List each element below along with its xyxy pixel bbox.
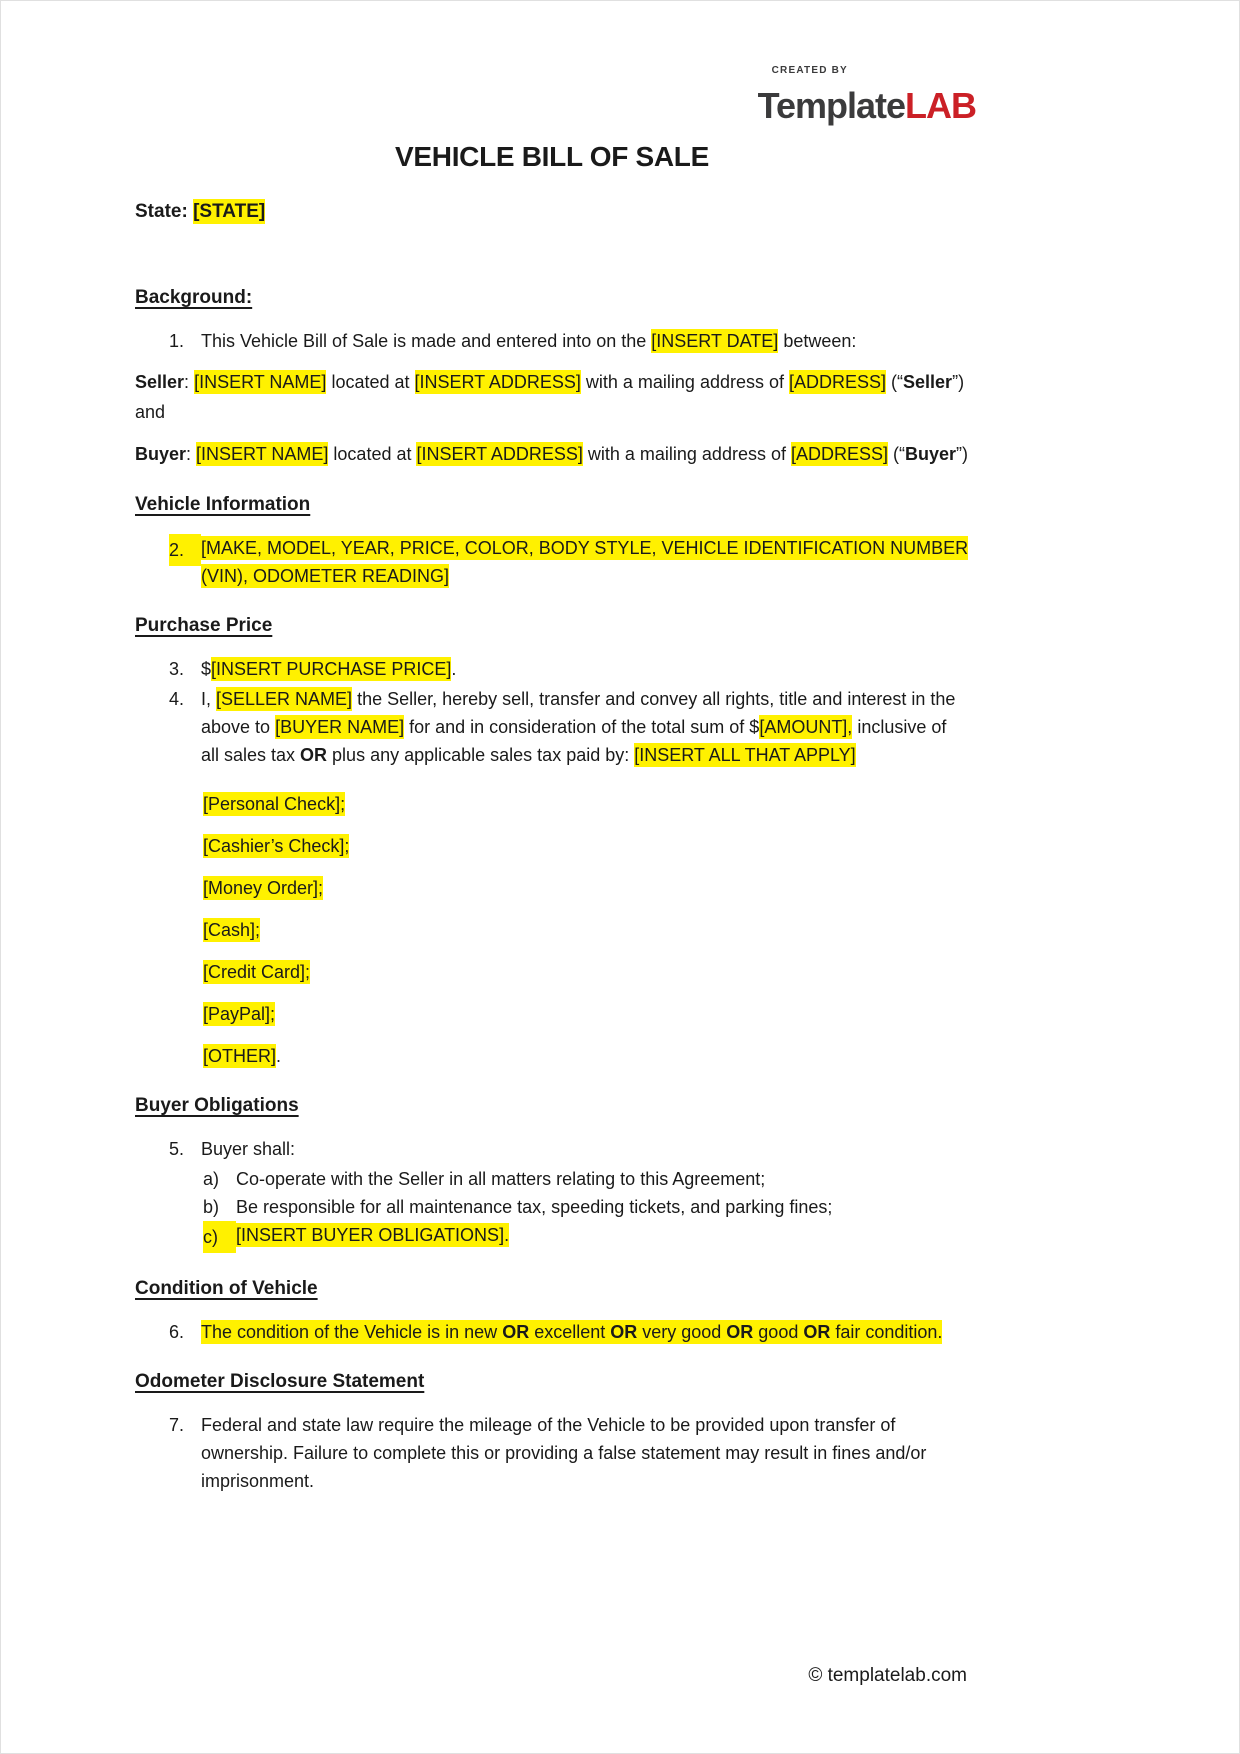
footer-copyright: © templatelab.com (808, 1665, 967, 1686)
list-item-5 (135, 1135, 969, 1163)
list-item-4-text: I, [SELLER NAME] the Seller, hereby sell, transfer and convey all rights, title and interest in the above to [BUYER NAME] for and in consideration of the total sum of $[AMOUNT], inclusive of all sales tax OR plus any applicable sales tax paid by: [INSERT ALL THAT APPLY] (201, 689, 956, 765)
sub-item-c-letter: c) (203, 1221, 236, 1253)
sub-item-c (203, 1221, 969, 1253)
buyer-paragraph: Buyer: [INSERT NAME] located at [INSERT ADDRESS] with a mailing address of [ADDRESS] (“Buyer”) (135, 444, 969, 464)
sub-item-a-letter: a) (203, 1169, 220, 1189)
list-item-2-number: 2. (135, 534, 201, 590)
section-heading-buyer-obligations: Buyer Obligations (135, 1095, 299, 1116)
brand-wordmark-gray: Template (757, 85, 905, 126)
list-item-7 (135, 1411, 969, 1495)
section-heading-purchase-price: Purchase Price (135, 615, 273, 636)
list-item-5-text: Buyer shall: (201, 1139, 296, 1159)
list-item-1-text: This Vehicle Bill of Sale is made and entered into on the [INSERT DATE] between: (201, 331, 857, 351)
list-item-2-text: [MAKE, MODEL, YEAR, PRICE, COLOR, BODY STYLE, VEHICLE IDENTIFICATION NUMBER (VIN), ODOMETER READING] (201, 538, 969, 586)
seller-paragraph: Seller: [INSERT NAME] located at [INSERT ADDRESS] with a mailing address of [ADDRESS] (“Seller”) and (135, 372, 965, 422)
list-item-1-number: 1. (169, 331, 185, 351)
list-item-4-number: 4. (169, 689, 185, 709)
created-by-label: CREATED BY (771, 65, 848, 76)
payment-method-money-order: [Money Order]; (203, 878, 324, 898)
list-item-2 (135, 534, 969, 590)
list-item-6-text: The condition of the Vehicle is in new OR excellent OR very good OR good OR fair condition. (201, 1322, 943, 1342)
document-body (135, 1, 969, 1497)
payment-method-cash: [Cash]; (203, 920, 261, 940)
sub-item-a (203, 1165, 969, 1193)
sub-item-a-text: Co-operate with the Seller in all matters relating to this Agreement; (236, 1169, 766, 1189)
list-item-3-number: 3. (169, 659, 185, 679)
list-item-6 (135, 1318, 969, 1346)
list-item-3 (135, 655, 969, 683)
list-item-7-text: Federal and state law require the mileage of the Vehicle to be provided upon transfer of ownership. Failure to complete this or providing a false statement may result in fines and/or imprisonment. (201, 1415, 927, 1491)
payment-method-other: [OTHER]. (203, 1046, 282, 1066)
state-line: State: [STATE] (135, 201, 266, 222)
list-item-3-text: $[INSERT PURCHASE PRICE]. (201, 659, 457, 679)
payment-method-paypal: [PayPal]; (203, 1004, 276, 1024)
list-item-5-number: 5. (169, 1139, 185, 1159)
sub-item-b (203, 1193, 969, 1221)
section-heading-background: Background: (135, 287, 253, 308)
list-item-4 (135, 685, 969, 769)
sub-item-c-text: [INSERT BUYER OBLIGATIONS]. (236, 1225, 510, 1245)
section-heading-odometer-disclosure: Odometer Disclosure Statement (135, 1371, 425, 1392)
payment-method-credit-card: [Credit Card]; (203, 962, 311, 982)
list-item-6-number: 6. (169, 1322, 185, 1342)
section-heading-condition-of-vehicle: Condition of Vehicle (135, 1278, 318, 1299)
list-item-1 (135, 327, 969, 355)
page-title: VEHICLE BILL OF SALE (395, 141, 709, 172)
section-heading-vehicle-information: Vehicle Information (135, 494, 311, 515)
brand-wordmark-red: LAB (905, 85, 976, 126)
sub-item-b-letter: b) (203, 1197, 220, 1217)
sub-item-b-text: Be responsible for all maintenance tax, speeding tickets, and parking fines; (236, 1197, 833, 1217)
list-item-7-number: 7. (169, 1415, 185, 1435)
payment-method-cashiers-check: [Cashier’s Check]; (203, 836, 350, 856)
payment-method-personal-check: [Personal Check]; (203, 794, 346, 814)
